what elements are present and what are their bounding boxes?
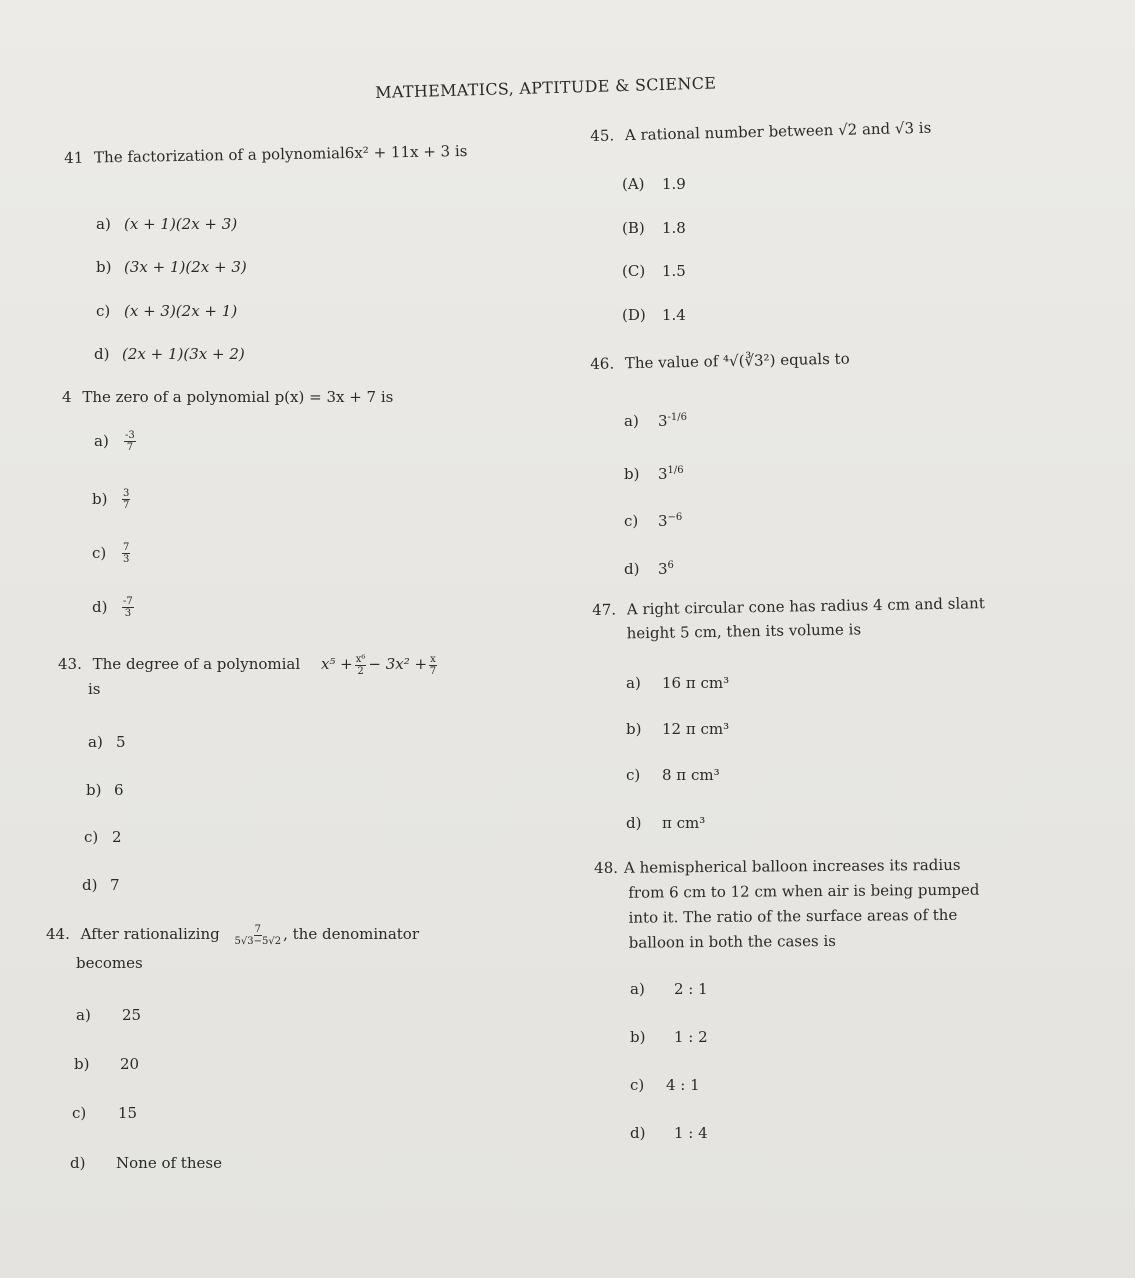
question-text: The zero of a polynomial p(x) = 3x + 7 is [82,388,394,406]
option-45-b[interactable] [622,219,686,237]
option-label: (A) [622,175,645,193]
question-47 [592,590,1053,646]
option-label: d) [624,560,640,578]
option-46-d[interactable] [624,560,674,578]
option-exponent: 6 [667,560,674,571]
question-44 [46,922,516,975]
question-text: into it. The ratio of the surface areas of the [628,905,958,927]
option-text: 5 [116,733,126,751]
radical-expression: ⁴√(∛3²) [722,351,776,371]
option-label: b) [626,720,642,738]
option-label: b) [74,1055,90,1073]
option-label: b) [630,1028,646,1046]
option-43-b[interactable] [86,781,124,799]
option-text: 6 [114,781,124,799]
option-48-b[interactable] [630,1028,708,1046]
option-fraction: $\frac{7}{3}$ [123,542,130,565]
option-46-c[interactable] [624,512,682,530]
option-45-c[interactable] [622,262,686,280]
option-text: 25 [122,1006,142,1024]
option-text: 12 π cm³ [662,720,730,738]
option-text: 1.4 [662,306,686,324]
option-44-b[interactable] [74,1055,139,1073]
option-label: c) [630,1076,645,1094]
option-text: 20 [120,1055,140,1073]
option-text: (2x + 1)(3x + 2) [122,345,245,363]
option-48-a[interactable] [630,980,708,998]
option-label: a) [88,733,103,751]
option-41-a[interactable] [96,215,237,233]
option-label: (D) [622,306,646,324]
option-label: c) [96,302,111,320]
option-text: 1.5 [662,262,686,280]
option-48-d[interactable] [630,1124,708,1142]
question-text: A rational number between √2 and √3 is [624,118,932,145]
question-text: equals to [780,349,850,370]
option-label: b) [624,465,640,483]
option-text: 16 π cm³ [662,674,730,692]
question-number: 48. [594,858,619,877]
question-text: The value of [624,352,719,373]
polynomial-expression: − 3x² + [368,655,428,673]
polynomial-expression: x⁵ + [320,655,353,673]
option-label: c) [624,512,639,530]
option-label: d) [626,814,642,832]
question-text: balloon in both the cases is [628,931,837,952]
option-47-d[interactable] [626,814,705,832]
option-label: a) [624,412,639,430]
option-text: None of these [116,1154,222,1172]
option-label: d) [94,345,110,363]
option-label: (B) [622,219,645,237]
option-label: c) [84,828,99,846]
question-text: from 6 cm to 12 cm when air is being pumped [628,880,980,902]
option-label: a) [626,674,641,692]
option-label: c) [72,1104,87,1122]
option-label: a) [94,431,109,450]
question-text: The degree of a polynomial [92,655,301,673]
question-number: 44. [46,925,70,943]
option-47-a[interactable] [626,674,729,692]
fraction: $\frac{7}{5√3-5√2}$ [234,923,282,947]
option-46-a[interactable] [624,412,687,430]
question-text: After rationalizing [80,925,220,943]
option-base: 3 [658,560,668,578]
option-text: 1 : 4 [674,1124,708,1142]
option-text: 1.8 [662,219,686,237]
page-title: MATHEMATICS, APTITUDE & SCIENCE [375,73,717,102]
option-label: b) [92,489,108,508]
option-base: 3 [658,512,668,530]
option-43-d[interactable] [82,876,120,894]
option-41-d[interactable] [94,345,245,363]
option-label: a) [76,1006,91,1024]
option-text: (x + 1)(2x + 3) [124,215,238,233]
option-42-a[interactable] [94,430,138,453]
question-45 [590,113,1030,148]
option-label: a) [630,980,645,998]
option-fraction: $\frac{3}{7}$ [123,488,130,511]
option-45-d[interactable] [622,306,686,324]
question-text: A right circular cone has radius 4 cm and slant [626,594,985,619]
option-label: a) [96,215,111,233]
option-label: d) [630,1124,646,1142]
option-label: (C) [622,262,646,280]
option-41-c[interactable] [96,302,237,320]
option-43-c[interactable] [84,828,122,846]
question-text: becomes [76,953,143,972]
question-text: height 5 cm, then its volume is [626,620,862,643]
option-text: (x + 3)(2x + 1) [124,302,238,320]
question-41 [64,138,504,170]
option-text: 4 : 1 [666,1076,700,1094]
option-text: 2 [112,828,122,846]
option-base: 3 [658,465,668,483]
question-number: 4 [62,388,72,406]
option-42-c[interactable] [92,542,132,565]
option-text: 7 [110,876,120,894]
option-46-b[interactable] [624,465,684,483]
fraction: $\frac{\text{x⁶}}{2}$ [355,653,366,677]
question-43 [58,652,518,701]
option-45-a[interactable] [622,175,686,193]
option-label: c) [92,543,107,562]
option-44-a[interactable] [76,1006,141,1024]
option-47-b[interactable] [626,720,729,738]
option-label: b) [86,781,102,799]
question-text: A hemispherical balloon increases its radius [623,855,961,877]
fraction: $\frac{x}{7}$ [429,653,437,677]
option-42-b[interactable] [92,488,132,511]
question-number: 46. [590,354,615,373]
option-exponent: 1/6 [667,465,684,476]
option-label: d) [70,1154,86,1172]
question-text: , the denominator [283,925,420,943]
option-44-c[interactable] [72,1104,137,1122]
option-text: 8 π cm³ [662,766,720,784]
option-text: 1.9 [662,175,686,193]
option-44-d[interactable] [70,1154,222,1172]
question-46 [590,343,1030,376]
option-41-b[interactable] [96,258,247,276]
option-text: 1 : 2 [674,1028,708,1046]
option-47-c[interactable] [626,766,720,784]
option-exponent: -1/6 [667,412,688,423]
question-number: 47. [592,600,617,619]
question-number: 41 [64,148,84,167]
option-label: b) [96,258,112,276]
question-number: 45. [590,126,615,145]
option-42-d[interactable] [92,596,136,619]
option-base: 3 [658,412,668,430]
question-text: is [88,679,101,698]
question-number: 43. [58,655,82,673]
option-label: d) [92,597,108,616]
question-text: The factorization of a polynomial6x² + 11x + 3 is [93,141,468,167]
option-fraction: $\frac{-3}{7}$ [125,430,135,453]
option-text: 2 : 1 [674,980,708,998]
option-label: c) [626,766,641,784]
option-text: (3x + 1)(2x + 3) [124,258,247,276]
option-43-a[interactable] [88,733,126,751]
question-48 [594,852,1055,956]
option-label: d) [82,876,98,894]
option-48-c[interactable] [630,1076,700,1094]
option-fraction: $\frac{-7}{3}$ [123,596,133,619]
question-42 [62,385,502,409]
option-exponent: −6 [667,512,683,523]
option-text: 15 [118,1104,138,1122]
option-text: π cm³ [662,814,706,832]
